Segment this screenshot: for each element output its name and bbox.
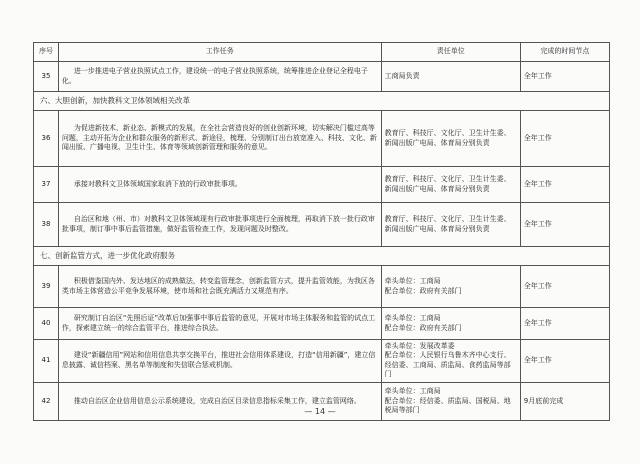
row-number: 42 <box>34 382 59 420</box>
table-row <box>34 111 610 167</box>
table-row <box>34 266 610 308</box>
table-row <box>34 62 610 92</box>
row-number: 35 <box>34 62 59 92</box>
row-responsible: 教育厅、科技厅、文化厅、卫生计生委、新闻出版广电局、体育局分别负责 <box>381 167 520 203</box>
row-deadline: 全年工作 <box>520 167 609 203</box>
row-responsible: 教育厅、科技厅、文化厅、卫生计生委、新闻出版广电局、体育局分别负责 <box>381 111 520 167</box>
table-row <box>34 308 610 340</box>
row-number: 40 <box>34 308 59 340</box>
table-header-row <box>34 43 610 62</box>
row-responsible: 教育厅、科技厅、文化厅、卫生计生委、新闻出版广电局、体育局分别负责 <box>381 203 520 247</box>
table-body <box>34 62 610 421</box>
section-header-row <box>34 92 610 111</box>
row-task: 进一步推进电子营业执照试点工作，建设统一的电子营业执照系统，统筹推进企业登记全程电子化。 <box>58 62 381 92</box>
row-deadline: 全年工作 <box>520 340 609 383</box>
header-task: 工作任务 <box>58 43 381 62</box>
table-row <box>34 203 610 247</box>
row-task: 积极借鉴国内外、发达地区的成熟做法，转变监管理念，创新监管方式，提升监管效能，为我区各类市场主体营造公平竞争发展环境，使市场和社会既充满活力又规范有序。 <box>58 266 381 308</box>
page-number: — 14 — <box>304 407 336 416</box>
row-deadline: 全年工作 <box>520 308 609 340</box>
header-time: 完成的时间节点 <box>520 43 609 62</box>
section-title: 六、大胆创新，加快教科文卫体领域相关改革 <box>34 92 610 111</box>
row-task: 为促进新技术、新业态、新模式的发展，在全社会营造良好的创业创新环境，切实解决门槛过高等问题，主动开拓为企业和群众服务的新形式、新途径，梳理、分别制订出台放宽准入、科技、文化、新闻出版、广播电视、卫生计生、体育等领域创新管理和服务的意见。 <box>58 111 381 167</box>
row-responsible: 牵头单位：工商局 配合单位：政府有关部门 <box>381 308 520 340</box>
row-task: 承接对教科文卫体领域国家取消下放的行政审批事项。 <box>58 167 381 203</box>
row-task: 建设“新疆信用”网站和信用信息共享交换平台，推进社会信用体系建设，打造“信用新疆”，建立信息披露、诚信档案、黑名单等制度和失信联合惩戒机制。 <box>58 340 381 383</box>
row-task: 推动自治区企业信用信息公示系统建设，完成自治区目录信息指标采集工作，建立监管网络。 <box>58 382 381 420</box>
row-deadline: 全年工作 <box>520 111 609 167</box>
row-deadline: 全年工作 <box>520 203 609 247</box>
section-title: 七、创新监管方式，进一步优化政府服务 <box>34 247 610 266</box>
table-row <box>34 340 610 383</box>
row-number: 39 <box>34 266 59 308</box>
header-no: 序号 <box>34 43 59 62</box>
row-responsible: 牵头单位：工商局 配合单位：政府有关部门 <box>381 266 520 308</box>
header-resp: 责任单位 <box>381 43 520 62</box>
row-deadline: 9月底前完成 <box>520 382 609 420</box>
row-number: 41 <box>34 340 59 383</box>
row-responsible: 工商局负责 <box>381 62 520 92</box>
task-table <box>33 42 610 421</box>
row-number: 37 <box>34 167 59 203</box>
row-responsible: 牵头单位：发展改革委 配合单位：人民银行乌鲁木齐中心支行、经信委、工商局、质监局、食药监局等部门 <box>381 340 520 383</box>
row-deadline: 全年工作 <box>520 62 609 92</box>
row-deadline: 全年工作 <box>520 266 609 308</box>
row-responsible: 牵头单位：工商局 配合单位：经信委、质监局、国税局、地税局等部门 <box>381 382 520 420</box>
row-number: 38 <box>34 203 59 247</box>
row-task: 研究制订自治区“先照后证”改革后加强事中事后监管的意见，开展对市场主体服务和监管的试点工作，探索建立统一的综合监管平台，推进综合执法。 <box>58 308 381 340</box>
section-header-row <box>34 247 610 266</box>
row-task: 自治区和地（州、市）对教科文卫体领域现有行政审批事项进行全面梳理，再取消下放一批行政审批事项，制订事中事后监管措施，做好监管检查工作，发现问题及时整改。 <box>58 203 381 247</box>
table-row <box>34 167 610 203</box>
row-number: 36 <box>34 111 59 167</box>
